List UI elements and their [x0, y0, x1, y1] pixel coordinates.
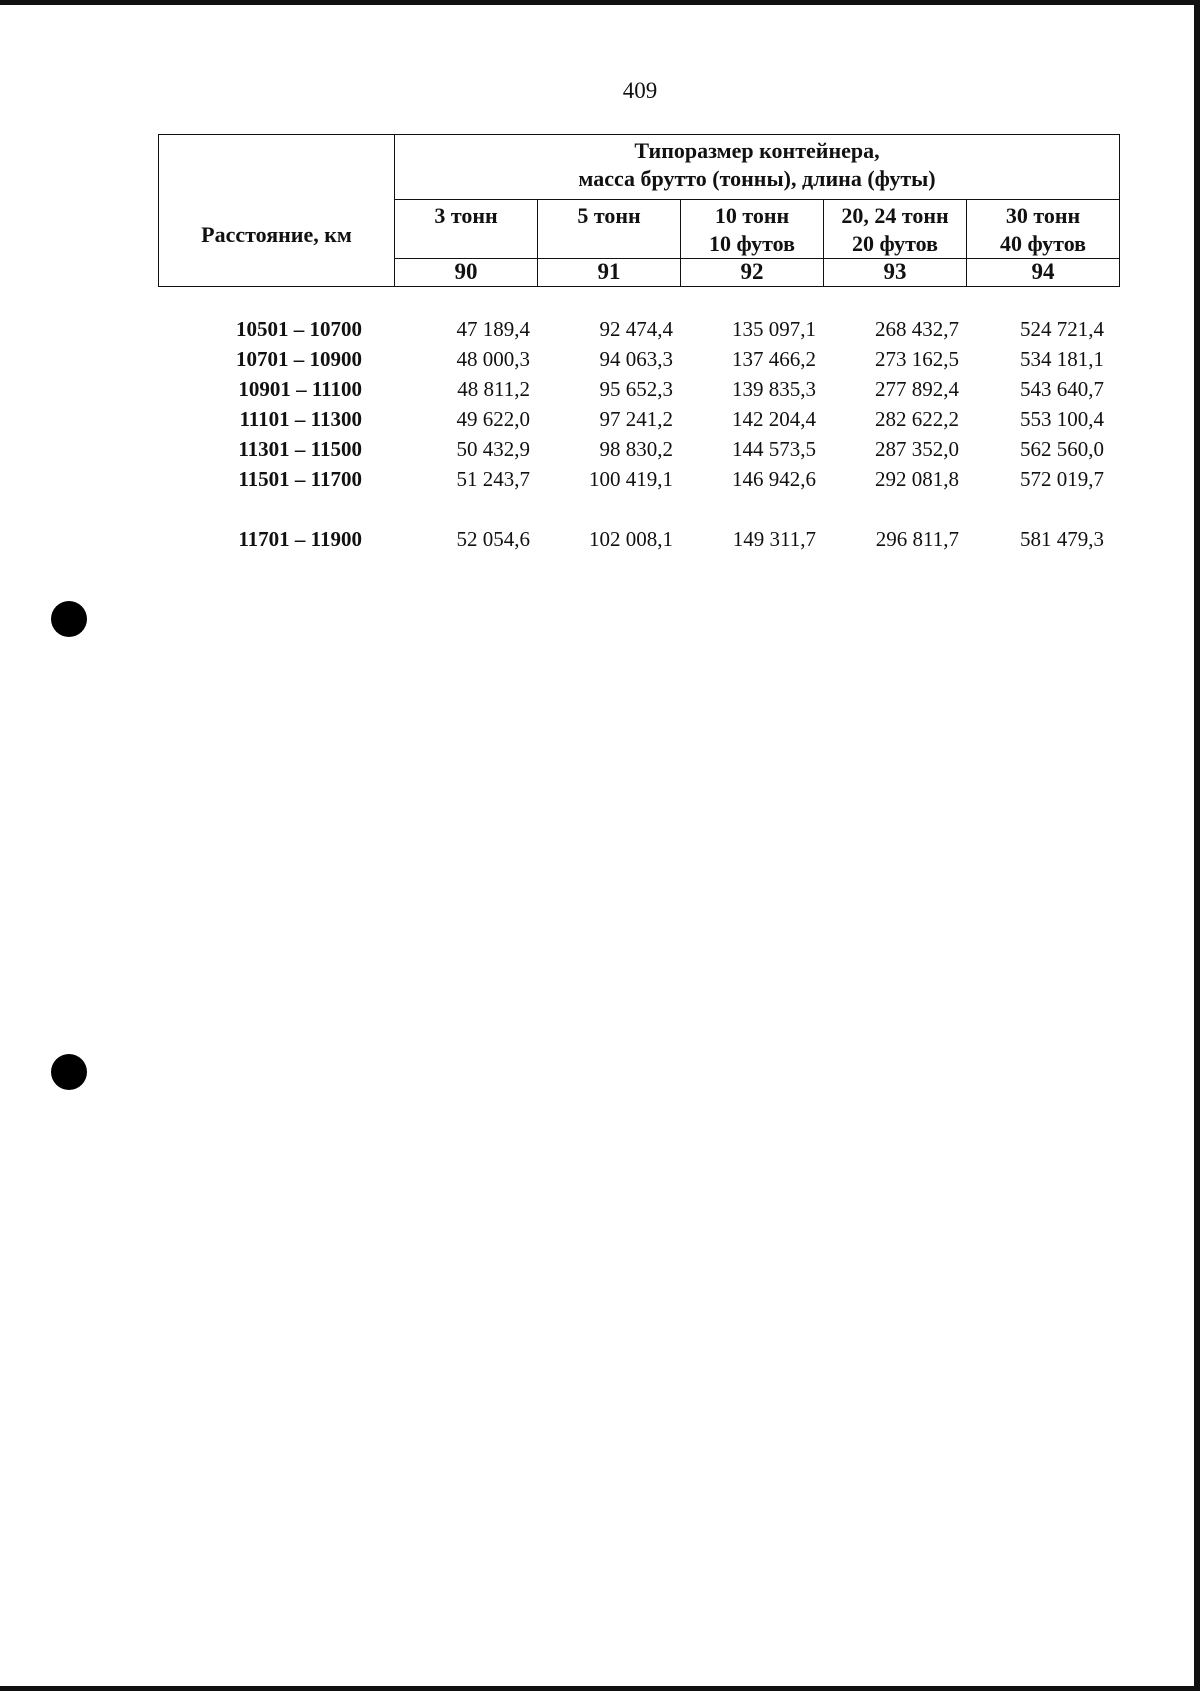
table-row [158, 464, 1119, 494]
value-cell: 268 432,7 [875, 317, 959, 341]
distance-cell: 10501 – 10700 [236, 317, 362, 341]
table-row [158, 404, 1119, 434]
value-cell: 102 008,1 [589, 527, 673, 551]
table-row [158, 344, 1119, 374]
value-cell: 273 162,5 [875, 347, 959, 371]
scan-edge-top [0, 0, 1200, 5]
tariff-table-header [158, 134, 1120, 287]
value-cell: 139 835,3 [732, 377, 816, 401]
value-cell: 581 479,3 [1020, 527, 1104, 551]
column-header-10t: 10 тонн 10 футов [681, 200, 824, 259]
value-cell: 572 019,7 [1020, 467, 1104, 491]
value-cell: 100 419,1 [589, 467, 673, 491]
distance-cell: 11501 – 11700 [238, 467, 362, 491]
value-cell: 97 241,2 [599, 407, 673, 431]
value-cell: 282 622,2 [875, 407, 959, 431]
distance-cell: 10701 – 10900 [236, 347, 362, 371]
value-cell: 135 097,1 [732, 317, 816, 341]
distance-cell: 11101 – 11300 [239, 407, 362, 431]
value-cell: 292 081,8 [875, 467, 959, 491]
value-cell: 47 189,4 [456, 317, 530, 341]
value-cell: 534 181,1 [1020, 347, 1104, 371]
scan-edge-right [1194, 0, 1200, 1691]
value-cell: 48 811,2 [457, 377, 530, 401]
table-row [158, 524, 1119, 554]
value-cell: 146 942,6 [732, 467, 816, 491]
column-code: 90 [395, 259, 538, 287]
value-cell: 142 204,4 [732, 407, 816, 431]
value-cell: 296 811,7 [875, 527, 959, 551]
value-cell: 98 830,2 [599, 437, 673, 461]
scan-edge-bottom [0, 1686, 1200, 1691]
page-number: 409 [622, 78, 658, 103]
distance-cell: 10901 – 11100 [238, 377, 362, 401]
column-code: 91 [538, 259, 681, 287]
value-cell: 95 652,3 [599, 377, 673, 401]
column-header-20t: 20, 24 тонн 20 футов [824, 200, 967, 259]
value-cell: 50 432,9 [456, 437, 530, 461]
table-row [158, 374, 1119, 404]
value-cell: 92 474,4 [599, 317, 673, 341]
column-header-3t: 3 тонн [395, 200, 538, 259]
value-cell: 144 573,5 [732, 437, 816, 461]
tariff-table-body [158, 314, 1119, 554]
punch-hole-lower [51, 1054, 87, 1090]
value-cell: 287 352,0 [875, 437, 959, 461]
value-cell: 52 054,6 [456, 527, 530, 551]
value-cell: 277 892,4 [875, 377, 959, 401]
column-code: 94 [967, 259, 1120, 287]
column-code: 93 [824, 259, 967, 287]
value-cell: 149 311,7 [732, 527, 816, 551]
value-cell: 562 560,0 [1020, 437, 1104, 461]
distance-cell: 11701 – 11900 [238, 527, 362, 551]
value-cell: 543 640,7 [1020, 377, 1104, 401]
value-cell: 48 000,3 [456, 347, 530, 371]
value-cell: 553 100,4 [1020, 407, 1104, 431]
value-cell: 524 721,4 [1020, 317, 1104, 341]
column-header-5t: 5 тонн [538, 200, 681, 259]
punch-hole-upper [51, 601, 87, 637]
column-code: 92 [681, 259, 824, 287]
table-row [158, 434, 1119, 464]
value-cell: 49 622,0 [456, 407, 530, 431]
value-cell: 94 063,3 [599, 347, 673, 371]
container-size-group-header: Типоразмер контейнера, масса брутто (тонны), длина (футы) [395, 135, 1120, 200]
value-cell: 51 243,7 [456, 467, 530, 491]
value-cell: 137 466,2 [732, 347, 816, 371]
column-header-30t: 30 тонн 40 футов [967, 200, 1120, 259]
distance-column-header: Расстояние, км [159, 135, 395, 287]
distance-cell: 11301 – 11500 [238, 437, 362, 461]
table-row [158, 314, 1119, 344]
